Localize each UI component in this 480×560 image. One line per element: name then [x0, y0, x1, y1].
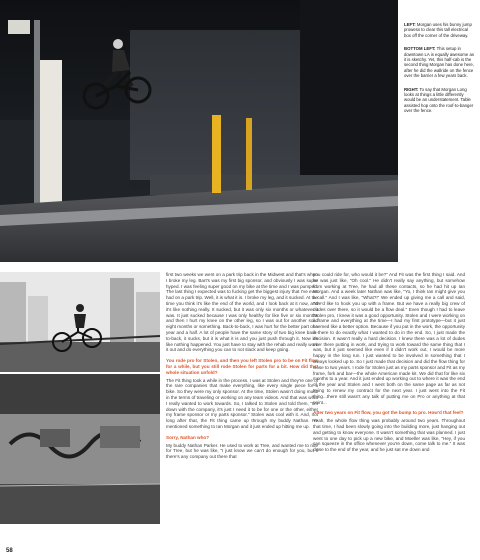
interview-question: You rode pro for Stolen, and then you left Stolen pro to be on Fit flow for a while, but you still rode Stolen for parts for a bit. How did that whole situation unfold?	[166, 358, 318, 375]
white-column	[40, 60, 62, 210]
yellow-bollard	[212, 115, 221, 193]
interview-question: After two years on Fit flow, you got the bump to pro. How'd that feel?	[313, 410, 464, 416]
article-column-1	[166, 272, 318, 465]
body-paragraph: first two weeks we went on a park trip back in the Midwest and that's when I broke my leg. Bart's was my first big sponsor, and obviously I was super hyped. I was feeling super good on my bike at the time and I was pumped. The last thing I expected was to fucking get the biggest injury that I've ever had on a park trip. Well, it is what it is. I broke my leg, and it sucked. At the time you think it's like the end of the world, and I look back at it now, and it's like nothing really. It sucked, but it was only six months or whatever it was. It just sucked because I was only healthy for like five or six months and then I hurt my knee on the other leg, so I was out for another solid eight months or something. Back-to-back, I was hurt for the better part of a year and a half. A lot of people have the same story of two big knee back-to-back, it sucks, but it is what it is and you just push through it. Now it's like nothing happened. You just have to stay with the rehab and really work it out and do everything you can to not slack and keep going.	[166, 272, 318, 353]
caption-left: LEFT: Morgan uses his bunny jump prowess to clear this tall electrical box off the corner of the driveway.	[404, 22, 472, 38]
page-number: 58	[6, 548, 13, 554]
body-paragraph: Yeah, the whole flow thing was probably around two years. Throughout that time, I had been slowly going into the building more, just hanging out and getting to know everyone. It wasn't something that was planned. I just went to one day to pick up a new bike, and Moeller was like, "Hey, if you can squeeze in the office whenever you're down, come talk to me." It was close to the end of the year, and he just sat me down and	[313, 418, 465, 453]
caption-right: RIGHT: To say that Morgan Long looks at things a little differently would be an understatement. Table assisted hop onto the roof-to-banger over the fence.	[404, 86, 474, 114]
body-paragraph: The Fit thing took a while in the process. I was at Stolen and they're one of the rare companies that make everything, like every single piece for a bike. So they were my only sponsor. At the time, Stolen wasn't doing much in the terms of traveling or working on any team videos. And that was what I really wanted to work towards. So, I talked to Stolen and told them, "I'm down with the company, it's just I need it to be for one or the other, either my frame sponsor or my parts sponsor." Stolen was cool with it. And, not long after that, the Fit thing came up through my buddy Nathan. He mentioned something to Ian Morgan and it just ended up hitting me up.	[166, 377, 318, 429]
hero-photo-rooftop-hop	[0, 0, 398, 262]
body-paragraph: My buddy Nathan Parker. He used to work at Tree, and wanted me to ride for Tree, but he was like, "I just know we can't do enough for you, but if there's any company out there that	[166, 442, 318, 460]
photo-downtown-graffiti-wall	[0, 374, 160, 524]
caption-bottom-left: BOTTOM LEFT: This setup in downtown LA is equally awesome as it is sketchy. Yet, this half-cab is the second thing Morgan has done here, after he did the wallride on the fence over the barrier a few years back.	[404, 46, 474, 79]
photo-city-fence-ride	[0, 272, 160, 372]
graffiti-wall-scene	[0, 374, 160, 524]
photo-captions	[404, 22, 476, 122]
interview-question: Sorry, Nathan who?	[166, 434, 210, 440]
article-column-2	[313, 272, 465, 458]
body-paragraph: you could ride for, who would it be?" And Fit was the first thing I said. And he was just like, "Oh cool." He didn't really say anything, but somehow from working at Tree, he had all these contacts, so he had hit up Ian Morgan. And a week later Nathan was like, "Yo, I think Ian might give you a call." And I was like, "What?!" We ended up giving me a call and said, "We'd like to hook you up with a frame. But we have a really big crew of dudes over there, so it would be a flow deal." Even though I had to leave Stolen pro, I knew it was a good opportunity. Stolen and I were working on a frame and everything at the time—I had my first prototype—but it just seemed like a better option. Because if you put in the work, the opportunity is there to do exactly what I wanted to do in the end. So, I just made the decision. It wasn't really a hard decision. I knew there was a lot of dudes over there putting in work, and trying to work toward the same thing that I was, but it just seemed like even if it didn't work out, I would be more happy in the long run. I just wanted to be involved in something that I always looked up to. So I just made that decision and did the flow thing for close to two years. I rode for Stolen just as my parts sponsor and Fit as my frame, fork and bar—the whole American made kit. We did that for like six months to a year. And it just ended up working out to where it was the end of the year and Stolen and I went both on the same page as far as not trying to renew my contract for the next year. I just went into the Fit thing...there still wasn't any talk of putting me on Pro or anything at that point...	[313, 272, 465, 405]
city-skyline-scene	[0, 272, 160, 372]
street-sign	[8, 20, 30, 34]
night-street-scene	[0, 0, 398, 262]
